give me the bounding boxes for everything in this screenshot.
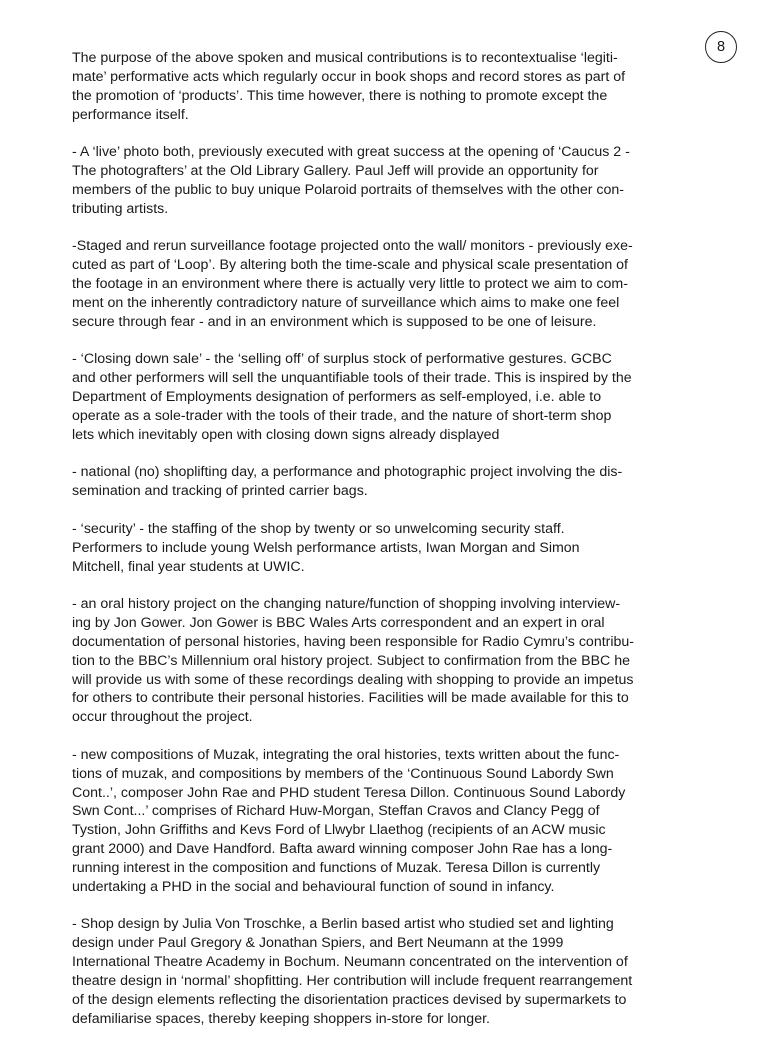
paragraph (72, 143, 708, 218)
text-line: - ‘Closing down sale’ - the ‘selling off’ of surplus stock of performative gestures. GCBC (72, 351, 612, 368)
text-line: The photografters’ at the Old Library Gallery. Paul Jeff will provide an opportunity for (72, 163, 599, 180)
text-line: International Theatre Academy in Bochum. Neumann concentrated on the intervention of (72, 954, 628, 971)
text-line: running interest in the composition and functions of Muzak. Teresa Dillon is currently (72, 859, 601, 876)
text-line: - an oral history project on the changing nature/function of shopping involving interview- (72, 596, 621, 613)
paragraph (72, 237, 708, 331)
text-line: theatre design in ‘normal’ shopfitting. Her contribution will include frequent rearrangement (72, 972, 633, 989)
text-line: Swn Cont...’ comprises of Richard Huw-Morgan, Steffan Cravos and Clancy Pegg of (72, 803, 600, 820)
text-line: - Shop design by Julia Von Troschke, a Berlin based artist who studied set and lighting (72, 916, 614, 933)
text-line: tributing artists. (72, 200, 169, 217)
text-line: Cont..’, composer John Rae and PHD student Teresa Dillon. Continuous Sound Labordy (72, 784, 626, 801)
text-line: Performers to include young Welsh performance artists, Iwan Morgan and Simon (72, 539, 580, 556)
text-line: tion to the BBC’s Millennium oral history project. Subject to confirmation from the BBC he (72, 652, 631, 669)
text-line: semination and tracking of printed carrier bags. (72, 483, 368, 500)
text-line: ment on the inherently contradictory nature of surveillance which aims to make one feel (72, 294, 620, 311)
text-line: lets which inevitably open with closing down signs already displayed (72, 426, 500, 443)
paragraph (72, 350, 708, 444)
text-line: ing by Jon Gower. Jon Gower is BBC Wales Arts correspondent and an expert in oral (72, 615, 605, 632)
document-body (72, 49, 708, 1047)
paragraph (72, 520, 708, 577)
text-line: The purpose of the above spoken and musical contributions is to recontextualise ‘legiti- (72, 50, 618, 66)
text-line: for others to contribute their personal histories. Facilities will be made available for this to (72, 690, 629, 707)
text-line: of the design elements reflecting the disorientation practices devised by supermarkets to (72, 991, 627, 1008)
paragraph (72, 595, 708, 727)
text-line: Tystion, John Griffiths and Kevs Ford of Llwybr Llaethog (recipients of an ACW music (72, 822, 606, 839)
page-number-badge (705, 31, 737, 63)
text-line: the promotion of ‘products’. This time however, there is nothing to promote except the (72, 87, 608, 104)
paragraph (72, 49, 708, 124)
text-line: design under Paul Gregory & Jonathan Spiers, and Bert Neumann at the 1999 (72, 935, 564, 952)
text-line: mate’ performative acts which regularly occur in book shops and record stores as part of (72, 68, 626, 85)
paragraph (72, 915, 708, 1028)
text-line: grant 2000) and Dave Handford. Bafta award winning composer John Rae has a long- (72, 841, 613, 858)
text-line: will provide us with some of these recordings dealing with shopping to provide an impetus (72, 671, 634, 688)
text-line: tions of muzak, and compositions by members of the ‘Continuous Sound Labordy Swn (72, 765, 614, 782)
text-line: Mitchell, final year students at UWIC. (72, 558, 305, 575)
page-number: 8 (716, 38, 726, 55)
text-line: - new compositions of Muzak, integrating the oral histories, texts written about the func- (72, 746, 620, 763)
paragraph (72, 746, 708, 897)
text-line: undertaking a PHD in the social and behavioural function of sound in infancy. (72, 878, 555, 895)
text-line: secure through fear - and in an environment which is supposed to be one of leisure. (72, 313, 597, 330)
text-line: performance itself. (72, 106, 189, 123)
text-line: - A ‘live’ photo both, previously executed with great success at the opening of ‘Caucus 2 - (72, 144, 630, 161)
text-line: Department of Employments designation of performers as self-employed, i.e. able to (72, 389, 602, 406)
text-line: defamiliarise spaces, thereby keeping shoppers in-store for longer. (72, 1010, 490, 1027)
text-line: the footage in an environment where there is actually very little to protect we aim to com- (72, 276, 628, 293)
text-line: and other performers will sell the unquantifiable tools of their trade. This is inspired by the (72, 370, 632, 387)
text-line: occur throughout the project. (72, 709, 253, 726)
paragraph (72, 463, 708, 501)
text-line: -Staged and rerun surveillance footage projected onto the wall/ monitors - previously exe- (72, 238, 633, 255)
text-line: documentation of personal histories, having been responsible for Radio Cymru’s contribu- (72, 633, 635, 650)
text-line: cuted as part of ‘Loop’. By altering both the time-scale and physical scale presentation of (72, 257, 629, 274)
text-line: operate as a sole-trader with the tools of their trade, and the nature of short-term shop (72, 407, 612, 424)
text-line: - ‘security’ - the staffing of the shop by twenty or so unwelcoming security staff. (72, 520, 565, 537)
text-line: members of the public to buy unique Polaroid portraits of themselves with the other con- (72, 181, 625, 198)
text-line: - national (no) shoplifting day, a performance and photographic project involving the dis- (72, 464, 623, 481)
